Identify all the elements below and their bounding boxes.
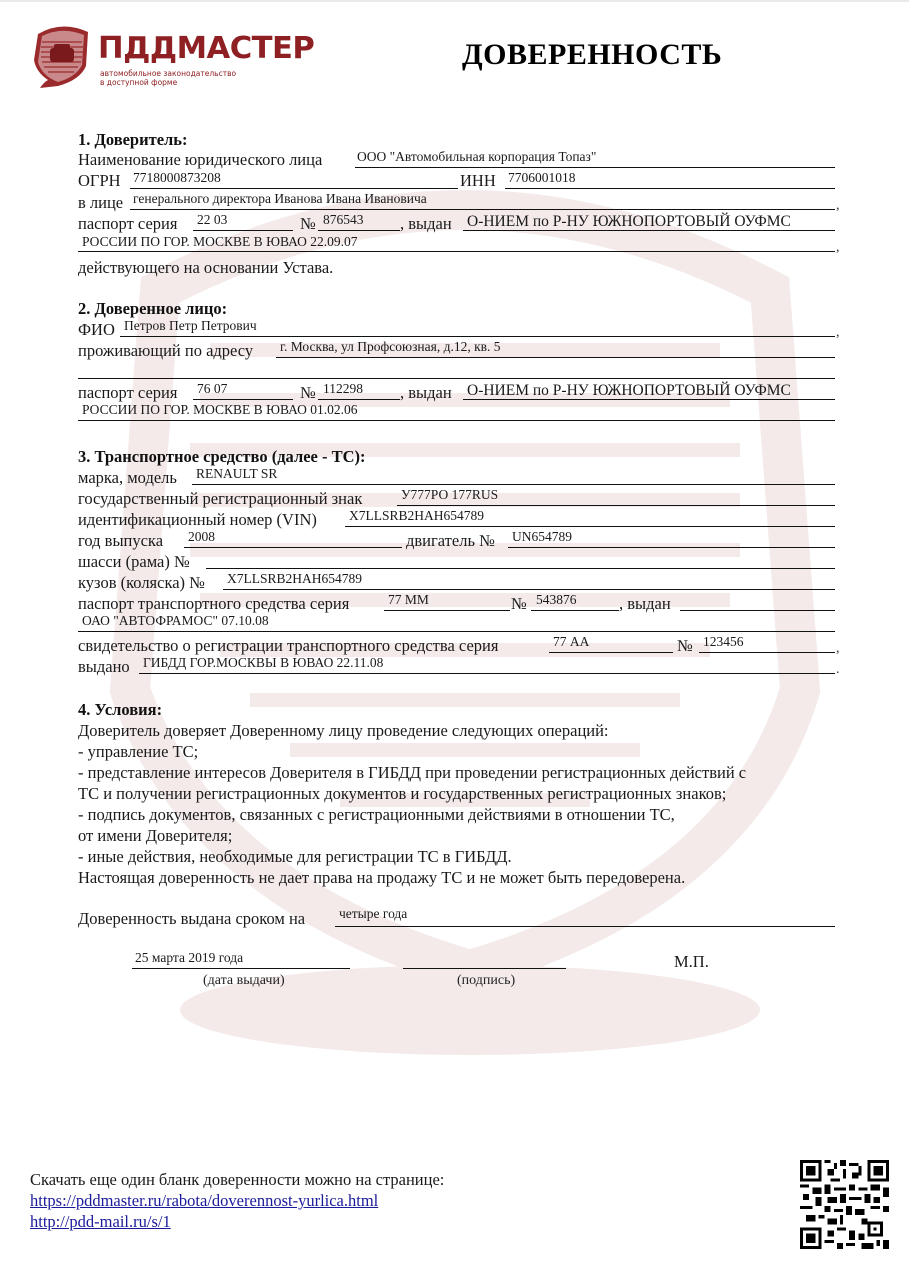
principal-passport-series-underline xyxy=(193,230,293,231)
principal-passport-number-underline xyxy=(318,230,400,231)
download-link[interactable]: https://pddmaster.ru/rabota/doverennost-yurlica.html xyxy=(30,1191,379,1210)
chassis-underline xyxy=(206,568,835,569)
basis-text: действующего на основании Устава. xyxy=(78,258,334,277)
inn-underline xyxy=(505,188,835,189)
signature-underline[interactable] xyxy=(403,968,566,969)
condition-line: - иные действия, необходимые для регистрации ТС в ГИБДД. xyxy=(78,847,512,866)
pts-issued-underline-1 xyxy=(680,610,835,611)
condition-line: - управление ТС; xyxy=(78,742,199,761)
principal-passport-series-field[interactable]: 22 03 xyxy=(197,212,228,227)
attorney-passport-number-underline xyxy=(318,399,400,400)
body-field[interactable]: X7LLSRB2HAH654789 xyxy=(227,571,363,586)
signature-caption: (подпись) xyxy=(457,973,516,988)
inn-label: ИНН xyxy=(460,171,496,190)
make-label: марка, модель xyxy=(78,468,177,487)
ogrn-field[interactable]: 7718000873208 xyxy=(133,170,221,185)
pts-issued-underline-2 xyxy=(78,631,835,632)
engine-field[interactable]: UN654789 xyxy=(512,529,572,544)
inn-field[interactable]: 7706001018 xyxy=(508,170,576,185)
attorney-passport-series-underline xyxy=(193,399,293,400)
section-2-heading: 2. Доверенное лицо: xyxy=(78,299,228,318)
condition-line: Настоящая доверенность не дает права на продажу ТС и не может быть передоверена. xyxy=(78,868,686,887)
condition-line: от имени Доверителя; xyxy=(78,826,233,845)
vin-label: идентификационный номер (VIN) xyxy=(78,510,317,529)
represented-label: в лице xyxy=(78,193,124,212)
comma: , xyxy=(836,325,840,340)
pts-series-field[interactable]: 77 ММ xyxy=(388,592,429,607)
attorney-passport-series-label: паспорт серия xyxy=(78,383,178,402)
short-link[interactable]: http://pdd-mail.ru/s/1 xyxy=(30,1212,171,1231)
body-underline xyxy=(223,589,835,590)
engine-label: двигатель № xyxy=(406,531,495,550)
principal-issued-underline-2 xyxy=(78,251,835,252)
logo-tagline-line2: в доступной форме xyxy=(100,78,178,87)
qr-code-icon[interactable] xyxy=(800,1160,889,1249)
represented-underline xyxy=(130,209,835,210)
attorney-issued-field-line1[interactable]: О-НИЕМ по Р-НУ ЮЖНОПОРТОВЫЙ ОУФМС xyxy=(467,382,791,399)
org-underline xyxy=(355,167,835,168)
logo-name: ПДДМАСТЕР xyxy=(98,31,315,66)
pts-series-label: паспорт транспортного средства серия xyxy=(78,594,350,613)
attorney-passport-series-field[interactable]: 76 07 xyxy=(197,381,228,396)
document-title: ДОВЕРЕННОСТЬ xyxy=(462,38,723,71)
section-4-heading: 4. Условия: xyxy=(78,700,163,719)
attorney-passport-number-label: № xyxy=(300,383,316,402)
pts-series-underline xyxy=(384,610,510,611)
make-underline xyxy=(192,484,835,485)
fio-label: ФИО xyxy=(78,320,115,339)
top-border xyxy=(0,0,909,2)
plate-underline xyxy=(397,505,835,506)
make-field[interactable]: RENAULT SR xyxy=(196,466,278,481)
year-field[interactable]: 2008 xyxy=(188,529,215,544)
fio-field[interactable]: Петров Петр Петрович xyxy=(124,318,257,333)
section-1-heading: 1. Доверитель: xyxy=(78,130,188,149)
vin-field[interactable]: X7LLSRB2HAH654789 xyxy=(349,508,485,523)
comma: , xyxy=(836,641,840,656)
pts-number-field[interactable]: 543876 xyxy=(536,592,577,607)
org-label: Наименование юридического лица xyxy=(78,150,323,169)
sts-series-underline xyxy=(549,652,673,653)
term-label: Доверенность выдана сроком на xyxy=(78,909,306,928)
org-field[interactable]: ООО "Автомобильная корпорация Топаз" xyxy=(357,149,597,164)
attorney-issued-underline-1 xyxy=(463,399,835,400)
sts-issued-label: выдано xyxy=(78,657,130,676)
section-3-heading: 3. Транспортное средство (далее - ТС): xyxy=(78,447,366,466)
principal-issued-underline-1 xyxy=(463,230,835,231)
fio-underline xyxy=(120,336,835,337)
vin-underline xyxy=(345,526,835,527)
chassis-label: шасси (рама) № xyxy=(78,552,190,571)
address-underline-2 xyxy=(78,378,835,379)
sts-number-field[interactable]: 123456 xyxy=(703,634,744,649)
sts-issued-underline xyxy=(139,673,835,674)
attorney-passport-number-field[interactable]: 112298 xyxy=(323,381,363,396)
term-field[interactable]: четыре года xyxy=(339,906,408,921)
engine-underline xyxy=(508,547,835,548)
principal-passport-number-field[interactable]: 876543 xyxy=(323,212,364,227)
year-label: год выпуска xyxy=(78,531,164,550)
term-underline xyxy=(335,926,835,927)
attorney-issued-label: , выдан xyxy=(400,383,452,402)
logo-tagline-line1: автомобильное законодательство xyxy=(100,69,237,78)
address-underline-1 xyxy=(276,357,835,358)
condition-line: ТС и получении регистрационных документов и государственных регистрационных знаков; xyxy=(78,784,727,803)
logo-tagline xyxy=(100,69,236,87)
condition-line: - представление интересов Доверителя в ГИБДД при проведении регистрационных действий с xyxy=(78,763,747,782)
period: . xyxy=(836,662,840,677)
plate-field[interactable]: У777РО 177RUS xyxy=(401,487,499,502)
ogrn-label: ОГРН xyxy=(78,171,121,190)
date-underline xyxy=(132,968,350,969)
sts-number-underline xyxy=(699,652,835,653)
pts-number-label: № xyxy=(511,594,527,613)
footer-text: Скачать еще один бланк доверенности можно на странице: xyxy=(30,1170,445,1189)
comma: , xyxy=(836,198,840,213)
plate-label: государственный регистрационный знак xyxy=(78,489,363,508)
body-label: кузов (коляска) № xyxy=(78,573,205,592)
principal-issued-field-line2[interactable]: РОССИИ ПО ГОР. МОСКВЕ В ЮВАО 22.09.07 xyxy=(82,234,358,249)
sts-number-label: № xyxy=(677,636,693,655)
principal-passport-series-label: паспорт серия xyxy=(78,214,178,233)
pts-issued-label: , выдан xyxy=(619,594,671,613)
attorney-issued-underline-2 xyxy=(78,420,835,421)
address-field[interactable]: г. Москва, ул Профсоюзная, д.12, кв. 5 xyxy=(280,339,501,354)
sts-series-label: свидетельство о регистрации транспортного средства серия xyxy=(78,636,499,655)
shield-car-icon xyxy=(28,22,96,90)
ogrn-underline xyxy=(130,188,458,189)
date-field[interactable]: 25 марта 2019 года xyxy=(135,950,244,965)
logo xyxy=(28,22,315,92)
pts-number-underline xyxy=(531,610,619,611)
sts-issued-field[interactable]: ГИБДД ГОР.МОСКВЫ В ЮВАО 22.11.08 xyxy=(143,655,384,670)
year-underline xyxy=(184,547,402,548)
date-caption: (дата выдачи) xyxy=(203,973,285,988)
sts-series-field[interactable]: 77 АА xyxy=(553,634,590,649)
principal-issued-label: , выдан xyxy=(400,214,452,233)
pts-issued-field[interactable]: ОАО "АВТОФРАМОС" 07.10.08 xyxy=(82,613,269,628)
principal-issued-field-line1[interactable]: О-НИЕМ по Р-НУ ЮЖНОПОРТОВЫЙ ОУФМС xyxy=(467,213,791,230)
condition-line: - подпись документов, связанных с регистрационными действиями в отношении ТС, xyxy=(78,805,675,824)
attorney-issued-field-line2[interactable]: РОССИИ ПО ГОР. МОСКВЕ В ЮВАО 01.02.06 xyxy=(82,402,358,417)
represented-field[interactable]: генерального директора Иванова Ивана Ивановича xyxy=(133,191,427,206)
address-label: проживающий по адресу xyxy=(78,341,254,360)
principal-passport-number-label: № xyxy=(300,214,316,233)
condition-line: Доверитель доверяет Доверенному лицу проведение следующих операций: xyxy=(78,721,609,740)
comma: , xyxy=(836,240,840,255)
stamp-label: М.П. xyxy=(674,952,709,971)
